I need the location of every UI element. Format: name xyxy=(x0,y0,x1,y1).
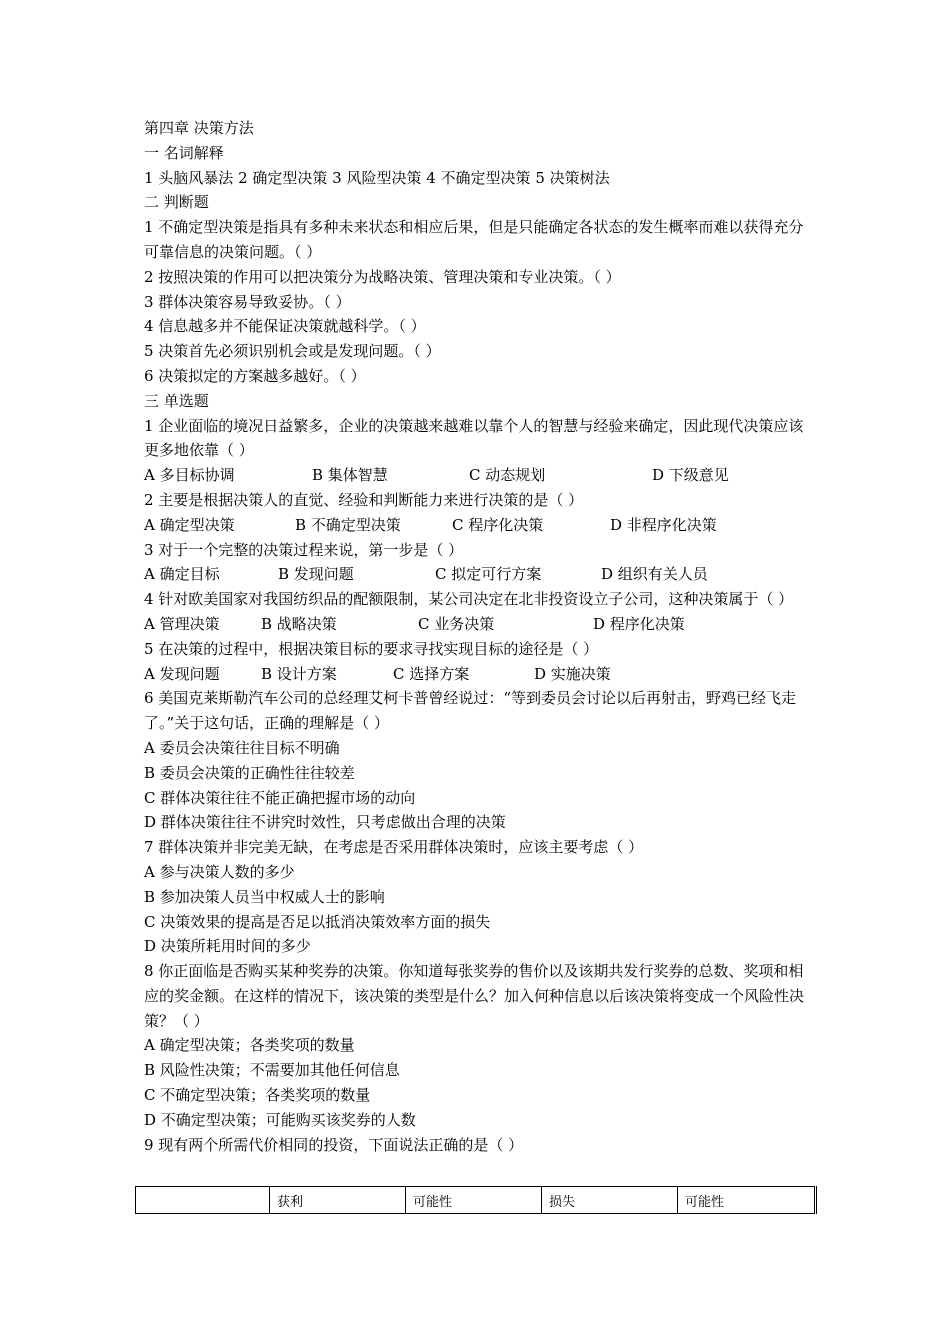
option: C 程序化决策 xyxy=(452,515,544,534)
option: D 不确定型决策；可能购买该奖券的人数 xyxy=(144,1110,416,1129)
option: A 管理决策 xyxy=(144,614,220,633)
option: D 实施决策 xyxy=(534,664,611,683)
question-stem: 3 对于一个完整的决策过程来说，第一步是（ ） xyxy=(144,540,464,559)
judgement-item: 5 决策首先必须识别机会或是发现问题。（ ） xyxy=(144,342,441,361)
option: C 业务决策 xyxy=(418,614,495,633)
investment-table xyxy=(135,1186,817,1214)
question-stem: 6 美国克莱斯勒汽车公司的总经理艾柯卡普曾经说过：“等到委员会讨论以后再射击，野鸡已经飞走了。”关于这句话，正确的理解是（ ） xyxy=(144,689,796,733)
section-heading-single-choice: 三 单选题 xyxy=(144,391,209,410)
option: B 不确定型决策 xyxy=(295,515,401,534)
option-row xyxy=(144,612,814,637)
option: A 确定目标 xyxy=(144,565,220,584)
option: C 动态规划 xyxy=(469,466,546,485)
option: D 组织有关人员 xyxy=(601,565,708,584)
option-row xyxy=(144,662,814,687)
section-heading-terms: 一 名词解释 xyxy=(144,143,224,162)
terms-list: 1 头脑风暴法 2 确定型决策 3 风险型决策 4 不确定型决策 5 决策树法 xyxy=(144,168,610,187)
question-stem: 4 针对欧美国家对我国纺织品的配额限制，某公司决定在北非投资设立子公司，这种决策属于（ ） xyxy=(144,590,794,609)
question-stem: 7 群体决策并非完美无缺，在考虑是否采用群体决策时，应该主要考虑（ ） xyxy=(144,838,644,857)
option: B 发现问题 xyxy=(278,565,354,584)
table-header-cell: 可能性 xyxy=(678,1187,816,1214)
judgement-item: 4 信息越多并不能保证决策就越科学。（ ） xyxy=(144,317,426,336)
question-stem: 1 企业面临的境况日益繁多，企业的决策越来越难以靠个人的智慧与经验来确定，因此现代决策应该更多地依靠（ ） xyxy=(144,416,804,460)
option: D 决策所耗用时间的多少 xyxy=(144,937,311,956)
judgement-item: 6 决策拟定的方案越多越好。（ ） xyxy=(144,366,366,385)
judgement-item: 2 按照决策的作用可以把决策分为战略决策、管理决策和专业决策。（ ） xyxy=(144,267,621,286)
option: D 群体决策往往不讲究时效性，只考虑做出合理的决策 xyxy=(144,813,506,832)
option: B 战略决策 xyxy=(261,614,337,633)
option-row xyxy=(144,463,814,488)
option: A 发现问题 xyxy=(144,664,220,683)
option: C 不确定型决策；各类奖项的数量 xyxy=(144,1086,371,1105)
option: B 委员会决策的正确性往往较差 xyxy=(144,763,355,782)
table-header-cell: 可能性 xyxy=(406,1187,542,1214)
option: A 确定型决策 xyxy=(144,515,235,534)
option-row xyxy=(144,513,814,538)
option-row xyxy=(144,562,814,587)
option: C 选择方案 xyxy=(393,664,470,683)
option: A 多目标协调 xyxy=(144,466,235,485)
option: C 拟定可行方案 xyxy=(435,565,542,584)
option: A 参与决策人数的多少 xyxy=(144,862,295,881)
document-body xyxy=(144,116,814,1157)
judgement-item: 3 群体决策容易导致妥协。（ ） xyxy=(144,292,351,311)
option: C 决策效果的提高是否足以抵消决策效率方面的损失 xyxy=(144,912,491,931)
option: B 参加决策人员当中权威人士的影响 xyxy=(144,887,385,906)
table-header-cell xyxy=(136,1187,270,1214)
option: B 风险性决策；不需要加其他任何信息 xyxy=(144,1061,400,1080)
table-header-cell: 获利 xyxy=(270,1187,406,1214)
option: A 确定型决策；各类奖项的数量 xyxy=(144,1036,355,1055)
section-heading-judgement: 二 判断题 xyxy=(144,193,209,212)
table-row xyxy=(136,1187,816,1214)
question-stem: 9 现有两个所需代价相同的投资，下面说法正确的是（ ） xyxy=(144,1135,524,1154)
chapter-title: 第四章 决策方法 xyxy=(144,119,254,137)
table-header-cell: 损失 xyxy=(542,1187,678,1214)
option: A 委员会决策往往目标不明确 xyxy=(144,738,340,757)
option: D 非程序化决策 xyxy=(610,515,717,534)
option: D 程序化决策 xyxy=(593,614,685,633)
option: D 下级意见 xyxy=(652,466,729,485)
judgement-item: 1 不确定型决策是指具有多种未来状态和相应后果，但是只能确定各状态的发生概率而难以获得充分可靠信息的决策问题。（ ） xyxy=(144,218,804,261)
option: C 群体决策往往不能正确把握市场的动向 xyxy=(144,788,416,807)
question-stem: 2 主要是根据决策人的直觉、经验和判断能力来进行决策的是（ ） xyxy=(144,490,584,509)
option: B 设计方案 xyxy=(261,664,337,683)
option: B 集体智慧 xyxy=(312,466,388,485)
question-stem: 5 在决策的过程中，根据决策目标的要求寻找实现目标的途径是（ ） xyxy=(144,639,599,658)
question-stem: 8 你正面临是否购买某种奖券的决策。你知道每张奖券的售价以及该期共发行奖券的总数、奖项和相应的奖金额。在这样的情况下，该决策的类型是什么？加入何种信息以后该决策将变成一个风险性决策？（ ） xyxy=(144,962,805,1030)
